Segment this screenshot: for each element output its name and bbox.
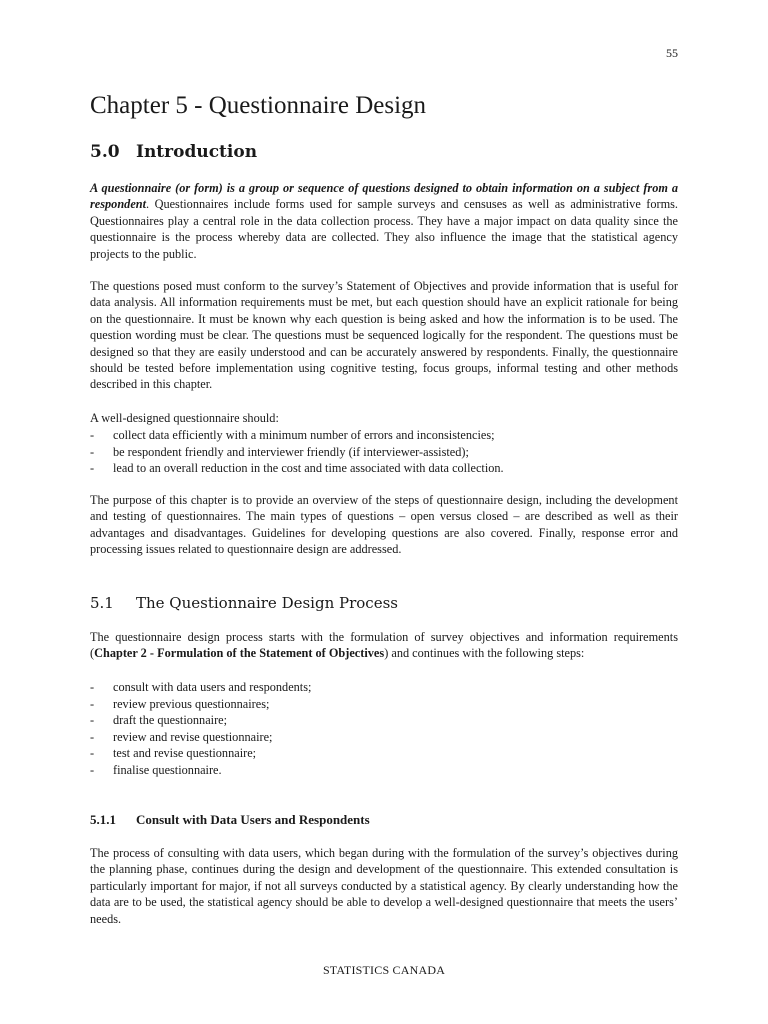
paragraph-text: The questionnaire design process starts with the formulation of survey objectives and information requirements ( [90, 630, 678, 661]
section-title: Introduction [136, 142, 258, 162]
intro-paragraph-3: The purpose of this chapter is to provide an overview of the steps of questionnaire design, including the development and testing of questionnaires. The main types of questions – open versus closed – are described as well as their advantages and disadvantages. Guidelines for developing questions are also covered. Finally, response error and processing issues related to questionnaire design are addressed. [90, 493, 678, 557]
section-number: 5.1 [90, 594, 114, 612]
list-item [90, 679, 678, 696]
dash-bullet: - [90, 762, 95, 777]
page-number: 55 [666, 46, 678, 60]
intro-paragraph-1 [90, 180, 678, 262]
list-item-text: review previous questionnaires; [113, 696, 270, 711]
paragraph-text: . Questionnaires include forms used for sample surveys and censuses as well as administrative forms. Questionnaires play a central role in the data collection process. They have a major impact on data quality since the questionnaire is the process whereby data are collected. They also influence the image that the statistical agency projects to the public. [90, 197, 678, 261]
list-item-text: finalise questionnaire. [113, 762, 222, 777]
list-item-text: be respondent friendly and interviewer friendly (if interviewer-assisted); [113, 444, 469, 459]
list-item [90, 427, 678, 444]
list-item-text: test and revise questionnaire; [113, 746, 257, 761]
list-item [90, 460, 678, 477]
list-intro: A well-designed questionnaire should: [90, 411, 279, 425]
list-item [90, 712, 678, 729]
list-item [90, 696, 678, 713]
section-number: 5.1.1 [90, 812, 116, 827]
section-number: 5.0 [90, 142, 120, 162]
section-heading-5-1-1 [90, 812, 370, 828]
list-item-text: collect data efficiently with a minimum number of errors and inconsistencies; [113, 428, 495, 442]
consult-paragraph: The process of consulting with data users, which began during with the formulation of the survey’s objectives during the planning phase, continues during the design and development of the questionnaire. This extended consultation is particularly important for major, if not all surveys conducted by a statistical agency. By clearly understanding how the data are to be used, the statistical agency should be able to develop a well-designed questionnaire that meets the users’ needs. [90, 846, 678, 926]
dash-bullet: - [90, 680, 95, 694]
list-item [90, 745, 678, 762]
dash-bullet: - [90, 746, 95, 761]
section-heading-5-0 [90, 142, 257, 162]
list-item [90, 444, 678, 461]
chapter-reference: Chapter 2 - Formulation of the Statement of Objectives [94, 646, 385, 661]
process-paragraph [90, 629, 678, 662]
bullet-list-steps [90, 679, 678, 779]
dash-bullet: - [90, 444, 95, 459]
list-item [90, 762, 678, 779]
page-footer: STATISTICS CANADA [322, 963, 446, 977]
dash-bullet: - [90, 713, 95, 728]
paragraph-text: ) and continues with the following steps: [384, 646, 585, 661]
list-item-text: consult with data users and respondents; [113, 680, 312, 694]
chapter-title: Chapter 5 - Questionnaire Design [90, 92, 427, 119]
section-heading-5-1 [90, 594, 398, 612]
bullet-list-qualities [90, 427, 678, 477]
list-item-text: lead to an overall reduction in the cost and time associated with data collection. [113, 461, 504, 476]
dash-bullet: - [90, 696, 95, 711]
definition-lead: A questionnaire (or form) is a group or sequence of questions designed to obtain information on a subject from a respondent [90, 181, 678, 212]
dash-bullet: - [90, 729, 95, 744]
list-item [90, 729, 678, 746]
section-title: Consult with Data Users and Respondents [136, 812, 370, 827]
list-item-text: draft the questionnaire; [113, 713, 228, 728]
dash-bullet: - [90, 461, 95, 476]
dash-bullet: - [90, 428, 95, 442]
section-title: The Questionnaire Design Process [136, 594, 398, 612]
intro-paragraph-2: The questions posed must conform to the survey’s Statement of Objectives and provide information that is useful for data analysis. All information requirements must be met, but each question should have an explicit rationale for being on the questionnaire. It must be known why each question is being asked and how the information is to be used. The question wording must be clear. The questions must be sequenced logically for the respondent. The questions must be designed so that they are easily understood and can be accurately answered by respondents. Finally, the questionnaire should be tested before implementation using cognitive testing, focus groups, informal testing and other methods described in this chapter. [90, 279, 678, 392]
list-item-text: review and revise questionnaire; [113, 729, 273, 744]
